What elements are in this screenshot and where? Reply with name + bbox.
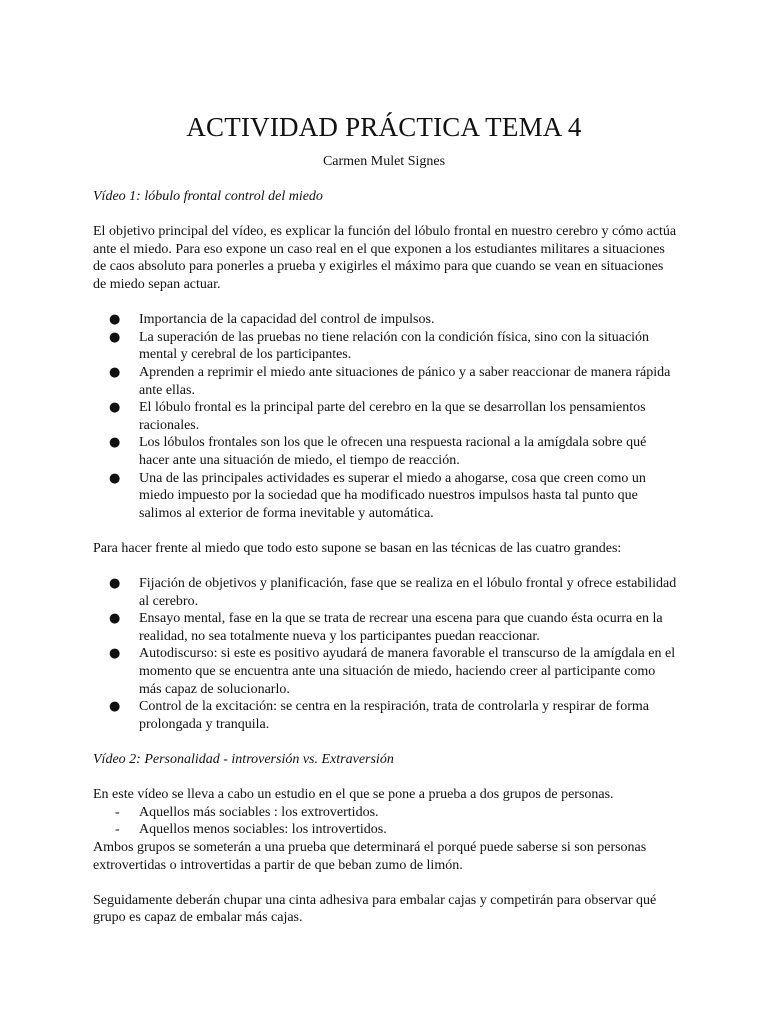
section-1-paragraph-2: Para hacer frente al miedo que todo esto supone se basan en las técnicas de las cuatro grandes:: [93, 540, 622, 556]
bullet-icon: ●: [109, 364, 121, 380]
list-item: ● Ensayo mental, fase en la que se trata de recrear una escena para que cuando ésta ocurra en la realidad, no sea totalmente nueva y los participantes puedan reaccionar.: [109, 611, 663, 644]
list-item: ● Los lóbulos frontales son los que le ofrecen una respuesta racional a la amígdala sobre qué hacer ante una situación de miedo, el tiempo de reacción.: [109, 435, 647, 468]
list-item: - Aquellos más sociables : los extrovertidos.: [115, 804, 379, 820]
section-1-intro: El objetivo principal del vídeo, es explicar la función del lóbulo frontal en nuestro cerebro y cómo actúa ante el miedo. Para eso expone un caso real en el que exponen a los estudiantes militares a situaciones de caos absoluto para ponerles a prueba y exigirles el máximo para que cuando se vean en situaciones de miedo sepan actuar.: [93, 224, 677, 292]
section-2-paragraph-2: Ambos grupos se someterán a una prueba que determinará el porqué puede saberse si son personas extrovertidas o introvertidas a partir de que beban zumo de limón.: [93, 839, 647, 873]
list-item: - Aquellos menos sociables: los introvertidos.: [115, 822, 387, 838]
section-1-bullet-list-2: [93, 575, 678, 733]
bullet-icon: ●: [109, 312, 121, 328]
bullet-icon: ●: [109, 329, 121, 345]
section-2-intro: En este vídeo se lleva a cabo un estudio en el que se pone a prueba a dos grupos de personas.: [93, 787, 614, 803]
section-1-heading: Vídeo 1: lóbulo frontal control del miedo: [93, 189, 323, 204]
list-item: ● El lóbulo frontal es la principal parte del cerebro en la que se desarrollan los pensamientos racionales.: [109, 400, 646, 433]
dash-icon: -: [115, 804, 120, 820]
document-title: ACTIVIDAD PRÁCTICA TEMA 4: [186, 112, 582, 142]
bullet-icon: ●: [109, 699, 121, 715]
section-1-bullet-list: [93, 311, 678, 522]
bullet-icon: ●: [109, 576, 121, 592]
section-2-dash-list: [93, 804, 678, 839]
list-item: ● Control de la excitación: se centra en la respiración, trata de controlarla y respirar de forma prolongada y tranquila.: [109, 699, 649, 732]
bullet-icon: ●: [109, 400, 121, 416]
dash-icon: -: [115, 822, 120, 838]
section-2-paragraph-3: Seguidamente deberán chupar una cinta adhesiva para embalar cajas y competirán para observar qué grupo es capaz de embalar más cajas.: [93, 892, 657, 926]
list-item: ● Aprenden a reprimir el miedo ante situaciones de pánico y a saber reaccionar de manera rápida ante ellas.: [109, 364, 671, 398]
list-item: ● Una de las principales actividades es superar el miedo a ahogarse, cosa que creen como un miedo impuesto por la sociedad que ha modificado nuestros impulsos hasta tal punto que salimos al exterior de forma inevitable y automática.: [109, 470, 646, 521]
list-item: ● Importancia de la capacidad del control de impulsos.: [109, 312, 435, 328]
bullet-icon: ●: [109, 646, 121, 662]
list-item: ● La superación de las pruebas no tiene relación con la condición física, sino con la situación mental y cerebral de los participantes.: [109, 329, 650, 363]
document-body: [93, 188, 678, 927]
list-item: ● Fijación de objetivos y planificación, fase que se realiza en el lóbulo frontal y ofrece estabilidad al cerebro.: [109, 576, 677, 609]
bullet-icon: ●: [109, 435, 121, 451]
bullet-icon: ●: [109, 611, 121, 627]
list-item: ● Autodiscurso: si este es positivo ayudará de manera favorable el transcurso de la amígdala en el momento que se encuentra ante una situación de miedo, haciendo creer al participante como más capaz de solucionarlo.: [109, 646, 676, 697]
document-author: Carmen Mulet Signes: [322, 154, 446, 169]
bullet-icon: ●: [109, 470, 121, 486]
section-2-heading: Vídeo 2: Personalidad - introversión vs. Extraversión: [93, 752, 394, 767]
